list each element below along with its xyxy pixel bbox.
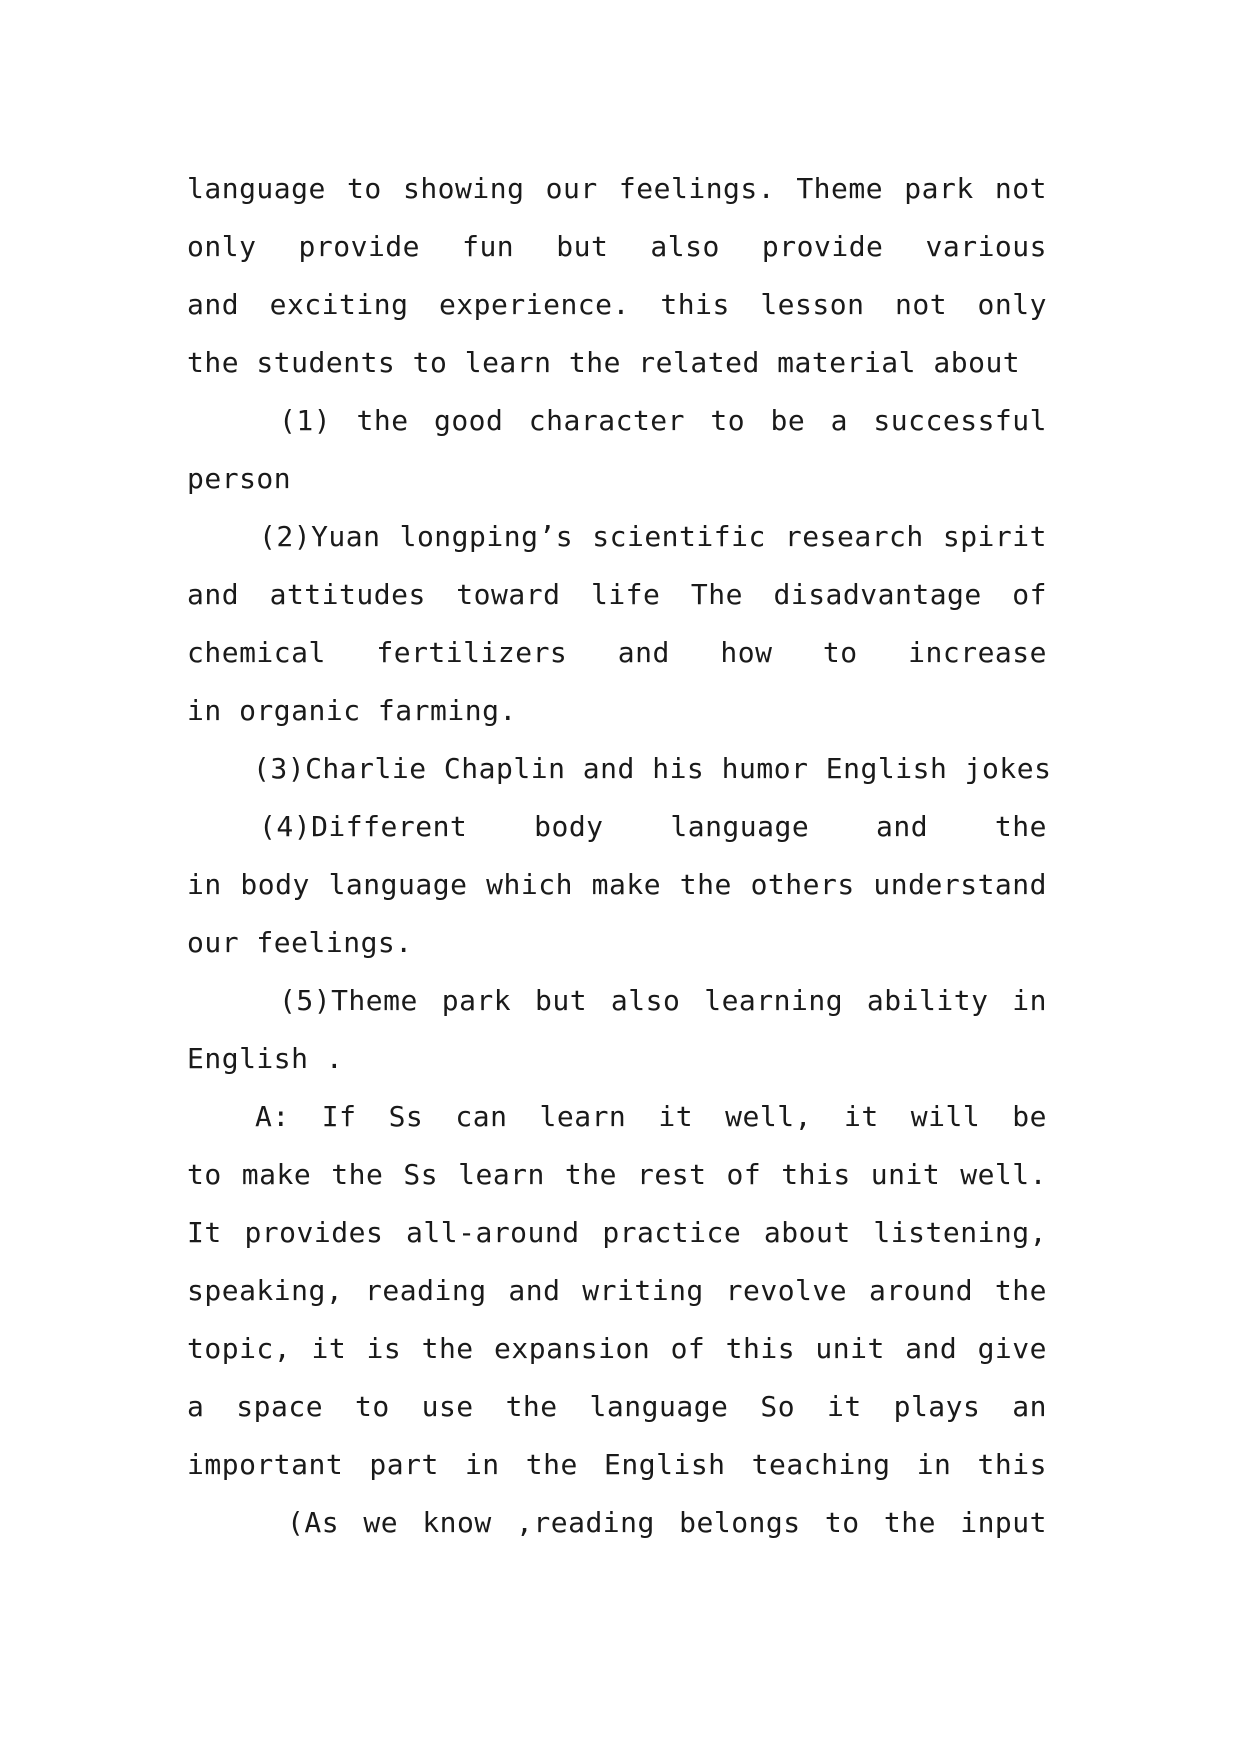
text-line: (2)Yuan longping’s scientific research spirit bbox=[259, 520, 1047, 553]
text-line: important part in the English teaching in this bbox=[187, 1448, 1047, 1481]
text-line: in body language which make the others understand bbox=[187, 868, 1047, 901]
text-line: (4)Different body language and the bbox=[259, 810, 1047, 843]
text-line: language to showing our feelings. Theme park not bbox=[187, 172, 1047, 205]
text-line: (1) the good character to be a successful bbox=[279, 404, 1047, 437]
text-line: the students to learn the related material about bbox=[187, 346, 1021, 379]
text-line: in organic farming. bbox=[187, 694, 517, 727]
text-line: chemical fertilizers and how to increase bbox=[187, 636, 1047, 669]
text-line: person bbox=[187, 462, 292, 495]
text-line: A: If Ss can learn it well, it will be bbox=[255, 1100, 1047, 1133]
text-line: It provides all-around practice about listening, bbox=[187, 1216, 1047, 1249]
text-line: and exciting experience. this lesson not only bbox=[187, 288, 1047, 321]
text-line: topic, it is the expansion of this unit and give bbox=[187, 1332, 1047, 1365]
text-line: (3)Charlie Chaplin and his humor English jokes bbox=[253, 752, 1052, 785]
text-line: (As we know ,reading belongs to the input bbox=[287, 1506, 1047, 1539]
text-line: (5)Theme park but also learning ability in bbox=[279, 984, 1047, 1017]
document-body bbox=[187, 160, 1052, 1552]
text-line: our feelings. bbox=[187, 926, 413, 959]
text-line: only provide fun but also provide various bbox=[187, 230, 1047, 263]
text-line: speaking, reading and writing revolve around the bbox=[187, 1274, 1047, 1307]
text-line: to make the Ss learn the rest of this unit well. bbox=[187, 1158, 1047, 1191]
text-line: and attitudes toward life The disadvantage of bbox=[187, 578, 1047, 611]
text-line: English . bbox=[187, 1042, 344, 1075]
text-line: a space to use the language So it plays an bbox=[187, 1390, 1047, 1423]
